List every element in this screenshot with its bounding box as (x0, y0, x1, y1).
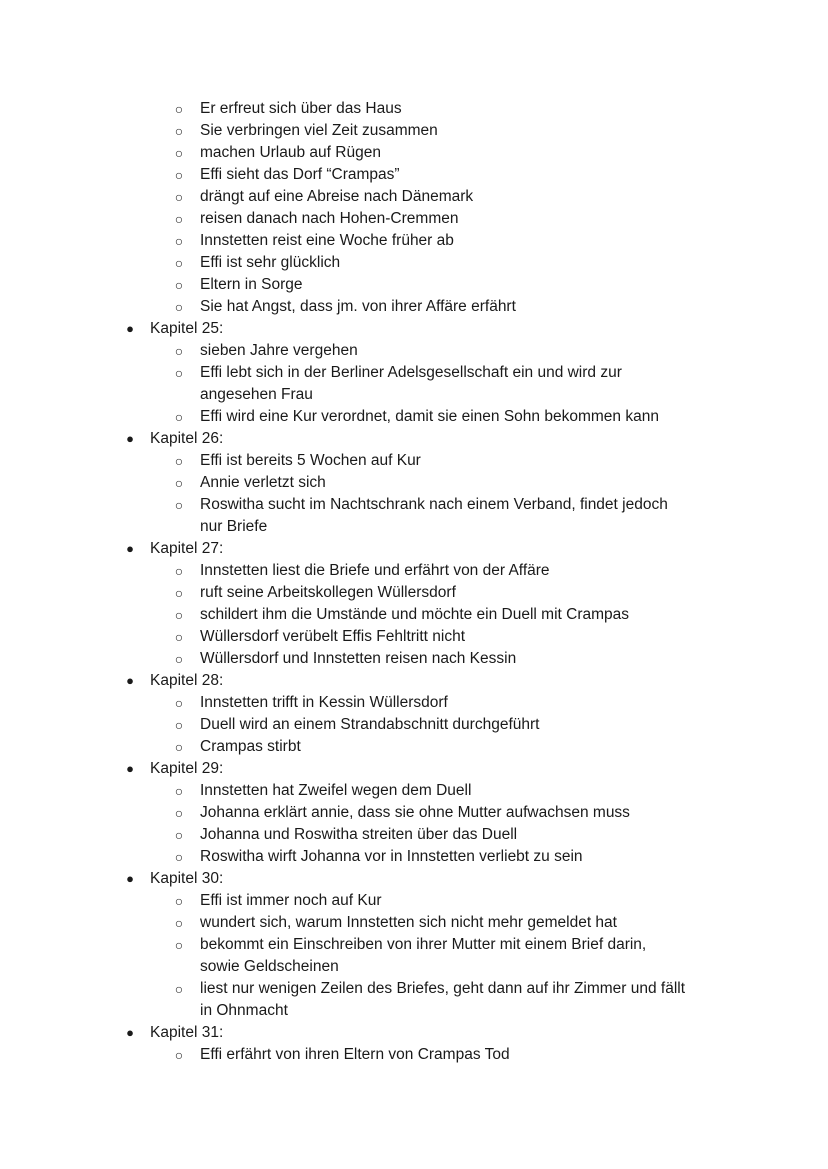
chapter-title: Kapitel 26: (150, 430, 224, 447)
list-item-text: Eltern in Sorge (200, 276, 303, 293)
list-item (0, 208, 828, 230)
chapter-heading (0, 428, 828, 450)
chapter-heading (0, 670, 828, 692)
list-item-text: Effi wird eine Kur verordnet, damit sie einen Sohn bekommen kann (200, 408, 659, 425)
hollow-bullet-icon: ○ (174, 167, 184, 183)
list-item (0, 846, 828, 868)
list-item-text: angesehen Frau (200, 386, 313, 403)
list-item (0, 296, 828, 318)
list-item (0, 274, 828, 296)
list-item-text: Innstetten trifft in Kessin Wüllersdorf (200, 694, 448, 711)
hollow-bullet-icon: ○ (174, 475, 184, 491)
list-item (0, 186, 828, 208)
chapter-heading (0, 538, 828, 560)
hollow-bullet-icon: ○ (174, 585, 184, 601)
list-item-text: Duell wird an einem Strandabschnitt durchgeführt (200, 716, 540, 733)
list-item-text: Sie verbringen viel Zeit zusammen (200, 122, 438, 139)
hollow-bullet-icon: ○ (174, 849, 184, 865)
chapter-heading (0, 1022, 828, 1044)
list-item-text: machen Urlaub auf Rügen (200, 144, 381, 161)
list-item-text: sowie Geldscheinen (200, 958, 339, 975)
chapter-title: Kapitel 27: (150, 540, 224, 557)
list-item (0, 164, 828, 186)
list-item-text: Wüllersdorf verübelt Effis Fehltritt nicht (200, 628, 466, 645)
list-item-text: Johanna und Roswitha streiten über das Duell (200, 826, 518, 843)
list-item (0, 1000, 828, 1022)
list-item (0, 362, 828, 384)
list-item-text: Effi ist sehr glücklich (200, 254, 341, 271)
filled-bullet-icon: ● (126, 1025, 134, 1040)
list-item-text: Annie verletzt sich (200, 474, 326, 491)
list-item-text: Er erfreut sich über das Haus (200, 100, 402, 117)
list-item (0, 98, 828, 120)
list-item-text: nur Briefe (200, 518, 268, 535)
list-item-text: wundert sich, warum Innstetten sich nicht mehr gemeldet hat (200, 914, 617, 931)
hollow-bullet-icon: ○ (174, 497, 184, 513)
chapter-heading (0, 758, 828, 780)
hollow-bullet-icon: ○ (174, 739, 184, 755)
hollow-bullet-icon: ○ (174, 717, 184, 733)
filled-bullet-icon: ● (126, 761, 134, 776)
hollow-bullet-icon: ○ (174, 145, 184, 161)
list-item-text: Effi sieht das Dorf “Crampas” (200, 166, 400, 183)
chapter-title: Kapitel 25: (150, 320, 224, 337)
list-item (0, 230, 828, 252)
list-item (0, 516, 828, 538)
list-item-text: schildert ihm die Umstände und möchte ein Duell mit Crampas (200, 606, 630, 623)
list-item-text: sieben Jahre vergehen (200, 342, 358, 359)
list-item-text: liest nur wenigen Zeilen des Briefes, geht dann auf ihr Zimmer und fällt (200, 980, 686, 997)
list-item-text: Roswitha wirft Johanna vor in Innstetten verliebt zu sein (200, 848, 583, 865)
list-item-text: drängt auf eine Abreise nach Dänemark (200, 188, 474, 205)
list-item (0, 604, 828, 626)
hollow-bullet-icon: ○ (174, 409, 184, 425)
list-item-text: Effi ist bereits 5 Wochen auf Kur (200, 452, 421, 469)
list-item (0, 890, 828, 912)
filled-bullet-icon: ● (126, 431, 134, 446)
list-item (0, 340, 828, 362)
list-item (0, 802, 828, 824)
hollow-bullet-icon: ○ (174, 893, 184, 909)
list-item-text: Innstetten reist eine Woche früher ab (200, 232, 454, 249)
list-item (0, 912, 828, 934)
hollow-bullet-icon: ○ (174, 343, 184, 359)
list-item (0, 978, 828, 1000)
list-item (0, 648, 828, 670)
hollow-bullet-icon: ○ (174, 189, 184, 205)
list-item (0, 450, 828, 472)
list-item (0, 120, 828, 142)
list-item-text: Innstetten liest die Briefe und erfährt von der Affäre (200, 562, 550, 579)
list-item-text: Effi ist immer noch auf Kur (200, 892, 382, 909)
list-item (0, 406, 828, 428)
list-item (0, 384, 828, 406)
hollow-bullet-icon: ○ (174, 255, 184, 271)
list-item-text: Roswitha sucht im Nachtschrank nach einem Verband, findet jedoch (200, 496, 668, 513)
hollow-bullet-icon: ○ (174, 629, 184, 645)
hollow-bullet-icon: ○ (174, 123, 184, 139)
bullet-list (0, 98, 828, 1066)
chapter-heading (0, 318, 828, 340)
hollow-bullet-icon: ○ (174, 563, 184, 579)
hollow-bullet-icon: ○ (174, 299, 184, 315)
chapter-title: Kapitel 28: (150, 672, 224, 689)
list-item (0, 626, 828, 648)
list-item-text: Sie hat Angst, dass jm. von ihrer Affäre erfährt (200, 298, 516, 315)
hollow-bullet-icon: ○ (174, 981, 184, 997)
list-item (0, 494, 828, 516)
list-item-text: bekommt ein Einschreiben von ihrer Mutter mit einem Brief darin, (200, 936, 647, 953)
hollow-bullet-icon: ○ (174, 453, 184, 469)
hollow-bullet-icon: ○ (174, 277, 184, 293)
chapter-title: Kapitel 31: (150, 1024, 224, 1041)
list-item-text: reisen danach nach Hohen-Cremmen (200, 210, 459, 227)
list-item (0, 560, 828, 582)
hollow-bullet-icon: ○ (174, 101, 184, 117)
list-item (0, 934, 828, 956)
list-item-text: Crampas stirbt (200, 738, 301, 755)
list-item (0, 692, 828, 714)
list-item (0, 142, 828, 164)
filled-bullet-icon: ● (126, 321, 134, 336)
list-item (0, 780, 828, 802)
hollow-bullet-icon: ○ (174, 805, 184, 821)
hollow-bullet-icon: ○ (174, 365, 184, 381)
list-item-text: Wüllersdorf und Innstetten reisen nach Kessin (200, 650, 517, 667)
hollow-bullet-icon: ○ (174, 233, 184, 249)
filled-bullet-icon: ● (126, 541, 134, 556)
hollow-bullet-icon: ○ (174, 695, 184, 711)
list-item-text: Innstetten hat Zweifel wegen dem Duell (200, 782, 472, 799)
hollow-bullet-icon: ○ (174, 915, 184, 931)
chapter-title: Kapitel 30: (150, 870, 224, 887)
list-item (0, 736, 828, 758)
list-item-text: Effi erfährt von ihren Eltern von Crampas Tod (200, 1046, 510, 1063)
list-item (0, 472, 828, 494)
list-item (0, 714, 828, 736)
hollow-bullet-icon: ○ (174, 211, 184, 227)
list-item-text: in Ohnmacht (200, 1002, 288, 1019)
list-item (0, 252, 828, 274)
list-item-text: Johanna erklärt annie, dass sie ohne Mutter aufwachsen muss (200, 804, 630, 821)
chapter-title: Kapitel 29: (150, 760, 224, 777)
list-item-text: Effi lebt sich in der Berliner Adelsgesellschaft ein und wird zur (200, 364, 622, 381)
list-item (0, 956, 828, 978)
chapter-heading (0, 868, 828, 890)
filled-bullet-icon: ● (126, 673, 134, 688)
hollow-bullet-icon: ○ (174, 937, 184, 953)
hollow-bullet-icon: ○ (174, 607, 184, 623)
hollow-bullet-icon: ○ (174, 1047, 184, 1063)
hollow-bullet-icon: ○ (174, 827, 184, 843)
list-item (0, 1044, 828, 1066)
list-item (0, 824, 828, 846)
hollow-bullet-icon: ○ (174, 783, 184, 799)
list-item (0, 582, 828, 604)
list-item-text: ruft seine Arbeitskollegen Wüllersdorf (200, 584, 456, 601)
filled-bullet-icon: ● (126, 871, 134, 886)
hollow-bullet-icon: ○ (174, 651, 184, 667)
